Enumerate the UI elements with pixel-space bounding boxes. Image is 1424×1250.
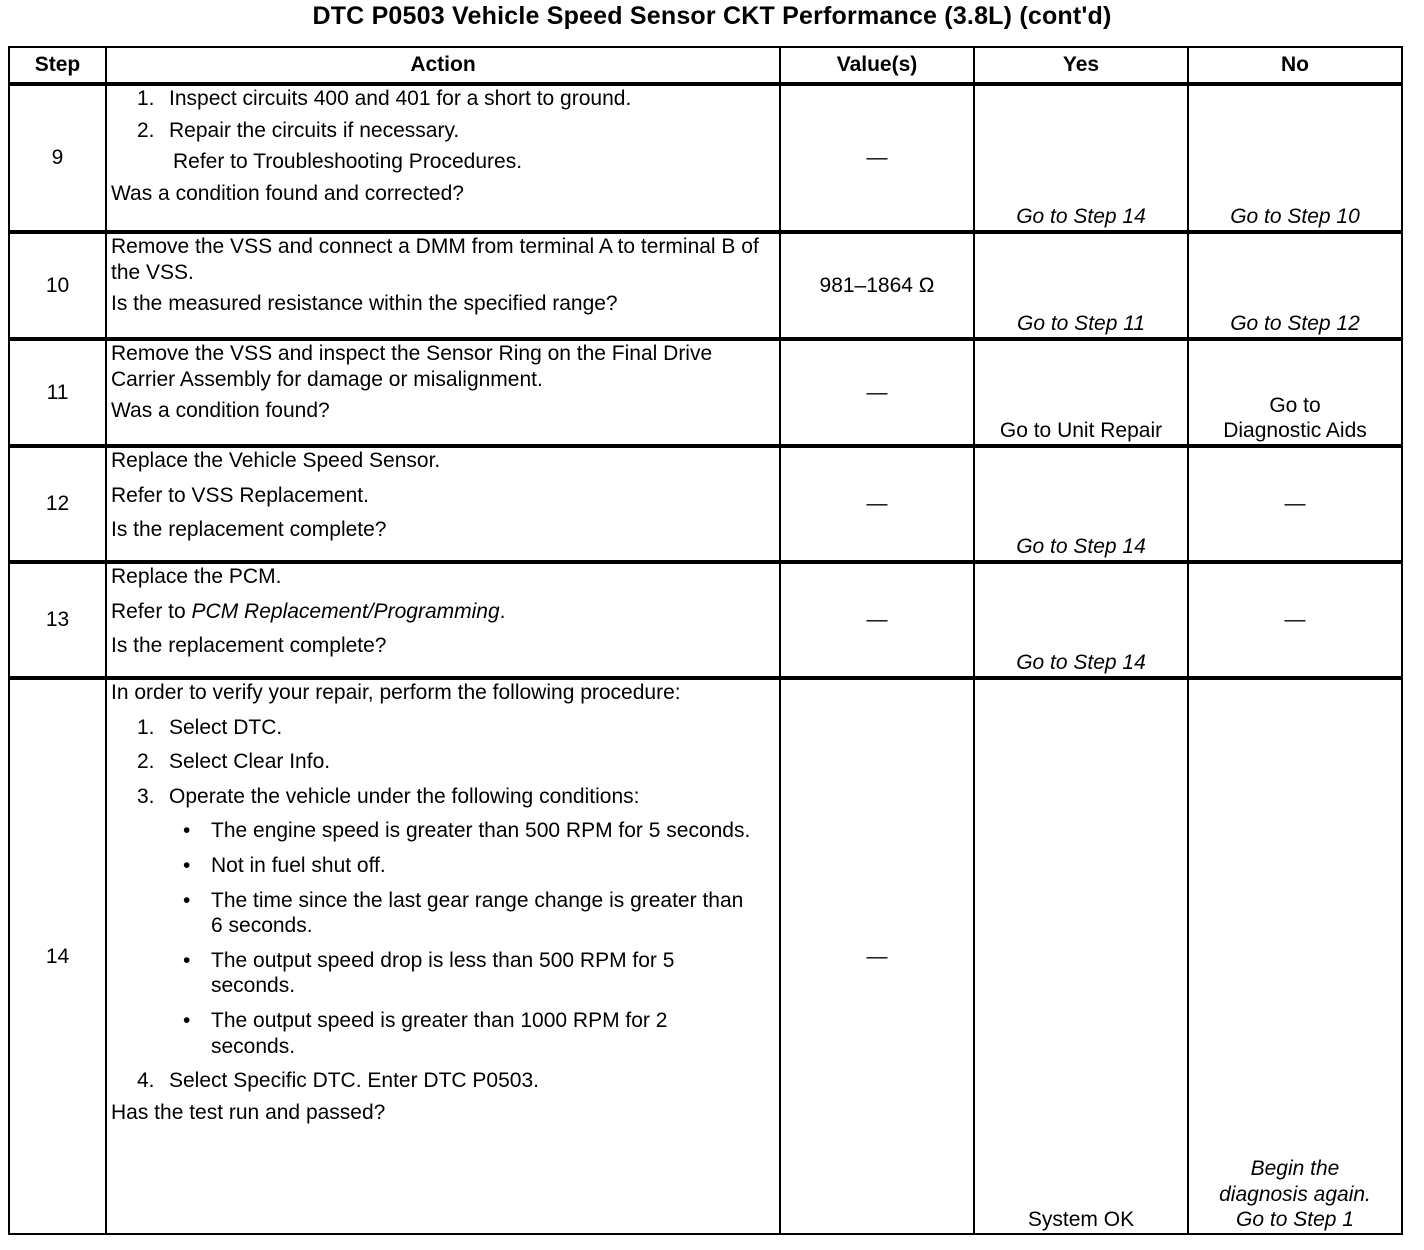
action-text: Remove the VSS and inspect the Sensor Ring on the Final Drive Carrier Assembly for damage or misalignment.: [111, 342, 713, 391]
list-item: 3. Operate the vehicle under the following conditions:: [137, 784, 640, 808]
action-refer: Refer to PCM Replacement/Programming.: [111, 599, 506, 623]
header-yes: Yes: [974, 47, 1188, 84]
table-row: [9, 84, 1402, 232]
list-item: 1. Select DTC.: [137, 715, 283, 739]
yes-cell: Go to Step 14: [974, 446, 1188, 562]
value-cell: —: [780, 678, 974, 1234]
table-row: [9, 339, 1402, 446]
no-cell: Go to Step 10: [1188, 84, 1402, 232]
header-action: Action: [106, 47, 780, 84]
action-cell: [106, 562, 780, 678]
action-intro: In order to verify your repair, perform the following procedure:: [111, 681, 681, 704]
action-cell: [106, 678, 780, 1234]
yes-cell: Go to Step 14: [974, 84, 1188, 232]
table-row: [9, 678, 1402, 1234]
action-cell: [106, 84, 780, 232]
bullet-item: • The time since the last gear range change is greater than 6 seconds.: [183, 888, 744, 938]
list-item: 2. Repair the circuits if necessary.: [137, 118, 460, 142]
diagnostic-table: [8, 46, 1403, 1235]
bullet-item: • The output speed drop is less than 500 RPM for 5 seconds.: [183, 948, 675, 998]
step-number: 13: [9, 562, 106, 678]
action-cell: [106, 232, 780, 339]
list-item: 2. Select Clear Info.: [137, 750, 331, 774]
table-row: [9, 562, 1402, 678]
action-cell: [106, 446, 780, 562]
action-question: Is the replacement complete?: [111, 634, 387, 658]
table-row: [9, 446, 1402, 562]
action-question: Is the measured resistance within the specified range?: [111, 292, 618, 316]
yes-cell: Go to Step 11: [974, 232, 1188, 339]
step-number: 11: [9, 339, 106, 446]
refer-link: PCM Replacement/Programming: [191, 599, 500, 623]
no-cell: Go to Step 12: [1188, 232, 1402, 339]
step-number: 9: [9, 84, 106, 232]
value-cell: 981–1864 Ω: [780, 232, 974, 339]
step-number: 12: [9, 446, 106, 562]
value-cell: —: [780, 446, 974, 562]
bullet-item: • The output speed is greater than 1000 RPM for 2 seconds.: [183, 1009, 668, 1058]
no-cell: —: [1188, 562, 1402, 678]
header-values: Value(s): [780, 47, 974, 84]
bullet-icon: •: [183, 854, 191, 878]
yes-cell: System OK: [974, 678, 1188, 1234]
action-text: Remove the VSS and connect a DMM from terminal A to terminal B of the VSS.: [111, 235, 759, 284]
list-item: 4. Select Specific DTC. Enter DTC P0503.: [137, 1069, 539, 1093]
action-question: Was a condition found?: [111, 399, 330, 423]
bullet-icon: •: [183, 948, 191, 972]
page-title: DTC P0503 Vehicle Speed Sensor CKT Performance (3.8L) (cont'd): [312, 2, 1112, 30]
value-cell: —: [780, 562, 974, 678]
no-cell: Begin the diagnosis again. Go to Step 1: [1188, 678, 1402, 1234]
bullet-icon: •: [183, 819, 191, 843]
action-text: Replace the Vehicle Speed Sensor.: [111, 449, 441, 472]
table-row: [9, 232, 1402, 339]
action-note: Refer to Troubleshooting Procedures.: [173, 150, 523, 174]
bullet-item: • Not in fuel shut off.: [183, 854, 386, 878]
yes-cell: Go to Step 14: [974, 562, 1188, 678]
header-no: No: [1188, 47, 1402, 84]
no-cell: —: [1188, 446, 1402, 562]
list-item: 1. Inspect circuits 400 and 401 for a short to ground.: [137, 87, 632, 110]
step-number: 14: [9, 678, 106, 1234]
header-row: [9, 47, 1402, 84]
action-question: Has the test run and passed?: [111, 1100, 386, 1124]
value-cell: —: [780, 339, 974, 446]
yes-cell: Go to Unit Repair: [974, 339, 1188, 446]
action-cell: [106, 339, 780, 446]
action-question: Is the replacement complete?: [111, 518, 387, 542]
value-cell: —: [780, 84, 974, 232]
bullet-item: • The engine speed is greater than 500 RPM for 5 seconds.: [183, 819, 751, 843]
action-text: Replace the PCM.: [111, 565, 282, 588]
no-cell: Go to Diagnostic Aids: [1188, 339, 1402, 446]
action-question: Was a condition found and corrected?: [111, 181, 464, 205]
action-refer: Refer to VSS Replacement.: [111, 483, 369, 507]
bullet-icon: •: [183, 1009, 191, 1033]
bullet-icon: •: [183, 888, 191, 912]
header-step: Step: [9, 47, 106, 84]
step-number: 10: [9, 232, 106, 339]
